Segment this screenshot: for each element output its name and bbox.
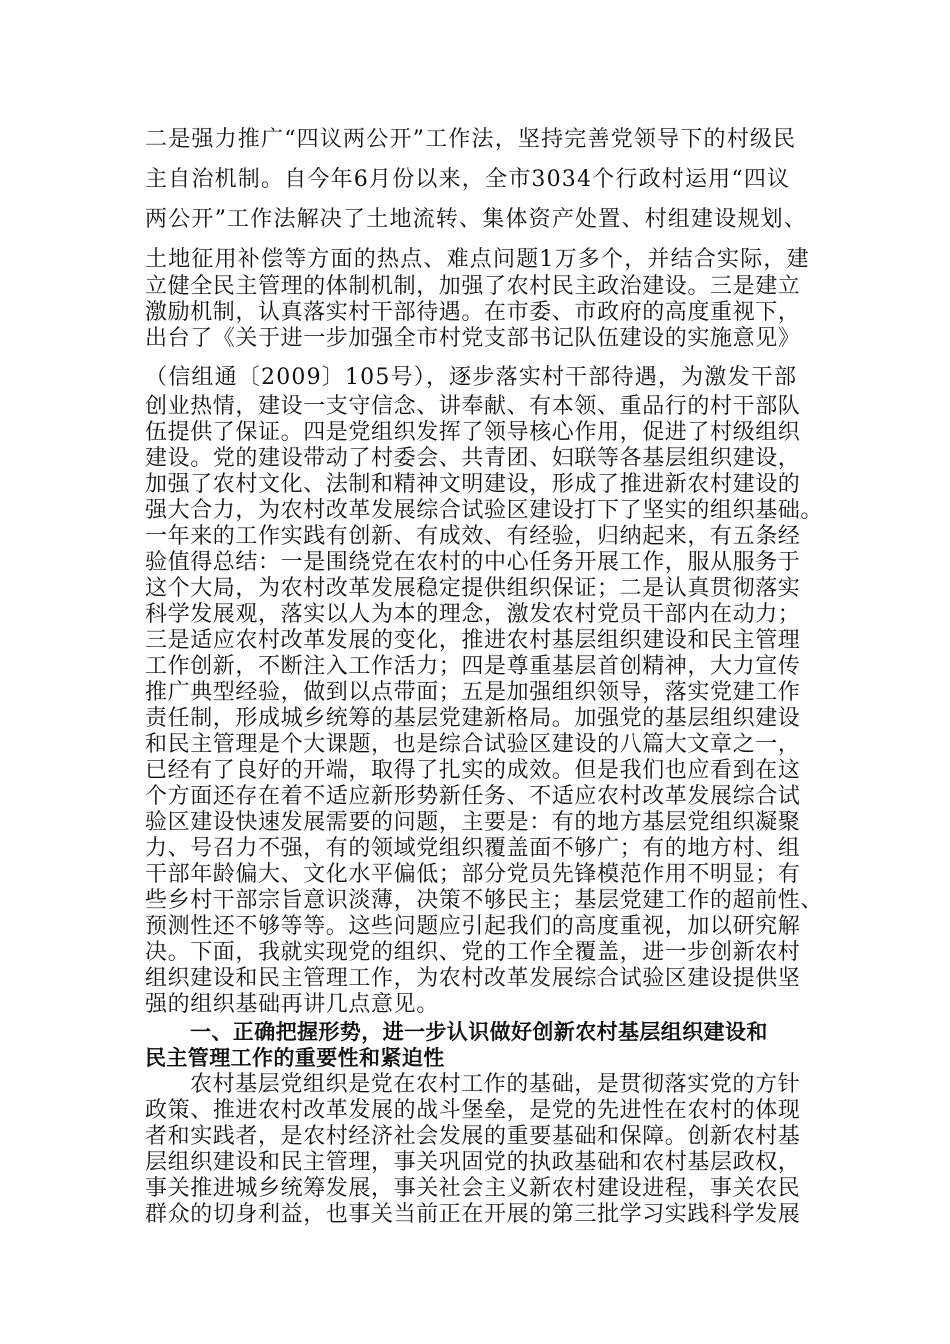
text-line: 建设。党的建设带动了村委会、共青团、妇联等各基层组织建设， [145, 446, 801, 471]
text-line: 土地征用补偿等方面的热点、难点问题1万多个，并结合实际，建 [145, 247, 810, 272]
text-line: 强大合力，为农村改革发展综合试验区建设打下了坚实的组织基础。 [145, 498, 824, 523]
text-line: 三是适应农村改革发展的变化，推进农村基层组织建设和民主管理 [145, 628, 801, 653]
text-line: （信组通〔2009〕105号），逐步落实村干部待遇，为激发干部 [145, 365, 798, 390]
section-heading: 民主管理工作的重要性和紧迫性 [145, 1046, 445, 1070]
text-line: 一年来的工作实践有创新、有成效、有经验，归纳起来，有五条经 [145, 524, 801, 549]
text-line: 责任制，形成城乡统筹的基层党建新格局。加强党的基层组织建设 [145, 706, 801, 731]
text-line: 强的组织基础再讲几点意见。 [145, 992, 439, 1017]
text-line: 层组织建设和民主管理，事关巩固党的执政基础和农村基层政权， [145, 1150, 801, 1175]
text-line: 组织建设和民主管理工作，为农村改革发展综合试验区建设提供坚 [145, 966, 801, 991]
text-line: 些乡村干部宗旨意识淡薄，决策不够民主；基层党建工作的超前性、 [145, 888, 824, 913]
text-line: 已经有了良好的开端，取得了扎实的成效。但是我们也应看到在这 [145, 758, 801, 783]
text-line: 出台了《关于进一步加强全市村党支部书记队伍建设的实施意见》 [145, 326, 801, 351]
text-line: 二是强力推广“四议两公开”工作法，坚持完善党领导下的村级民 [145, 127, 797, 152]
text-line: 力、号召力不强，有的领域党组织覆盖面不够广；有的地方村、组 [145, 836, 801, 861]
text-line: 立健全民主管理的体制机制，加强了农村民主政治建设。三是建立 [145, 274, 801, 299]
text-line: 两公开”工作法解决了土地流转、集体资产处置、村组建设规划、 [145, 207, 808, 232]
text-line: 验区建设快速发展需要的问题，主要是：有的地方基层党组织凝聚 [145, 810, 801, 835]
text-line: 决。下面，我就实现党的组织、党的工作全覆盖，进一步创新农村 [145, 940, 801, 965]
text-line: 个方面还存在着不适应新形势新任务、不适应农村改革发展综合试 [145, 784, 801, 809]
text-line: 工作创新，不断注入工作活力；四是尊重基层首创精神，大力宣传 [145, 654, 801, 679]
text-line: 主自治机制。自今年6月份以来，全市3034个行政村运用“四议 [145, 167, 791, 192]
text-line: 验值得总结：一是围绕党在农村的中心任务开展工作，服从服务于 [145, 550, 801, 575]
text-line: 农村基层党组织是党在农村工作的基础，是贯彻落实党的方针 [190, 1072, 801, 1097]
text-line: 创业热情，建设一支守信念、讲奉献、有本领、重品行的村干部队 [145, 394, 801, 419]
text-line: 加强了农村文化、法制和精神文明建设，形成了推进新农村建设的 [145, 472, 801, 497]
text-line: 推广典型经验，做到以点带面；五是加强组织领导，落实党建工作 [145, 680, 801, 705]
text-line: 者和实践者，是农村经济社会发展的重要基础和保障。创新农村基 [145, 1124, 801, 1149]
text-line: 事关推进城乡统筹发展，事关社会主义新农村建设进程，事关农民 [145, 1176, 801, 1201]
text-line: 和民主管理是个大课题，也是综合试验区建设的八篇大文章之一， [145, 732, 801, 757]
section-heading: 一、正确把握形势，进一步认识做好创新农村基层组织建设和 [190, 1020, 768, 1044]
text-line: 预测性还不够等等。这些问题应引起我们的高度重视，加以研究解 [145, 914, 801, 939]
text-line: 政策、推进农村改革发展的战斗堡垒，是党的先进性在农村的体现 [145, 1098, 801, 1123]
text-line: 伍提供了保证。四是党组织发挥了领导核心作用，促进了村级组织 [145, 420, 801, 445]
text-line: 这个大局，为农村改革发展稳定提供组织保证；二是认真贯彻落实 [145, 576, 801, 601]
text-line: 干部年龄偏大、文化水平偏低；部分党员先锋模范作用不明显；有 [145, 862, 801, 887]
text-line: 激励机制，认真落实村干部待遇。在市委、市政府的高度重视下， [145, 300, 801, 325]
text-line: 科学发展观，落实以人为本的理念，激发农村党员干部内在动力； [145, 602, 801, 627]
text-line: 群众的切身利益，也事关当前正在开展的第三批学习实践科学发展 [145, 1202, 801, 1227]
